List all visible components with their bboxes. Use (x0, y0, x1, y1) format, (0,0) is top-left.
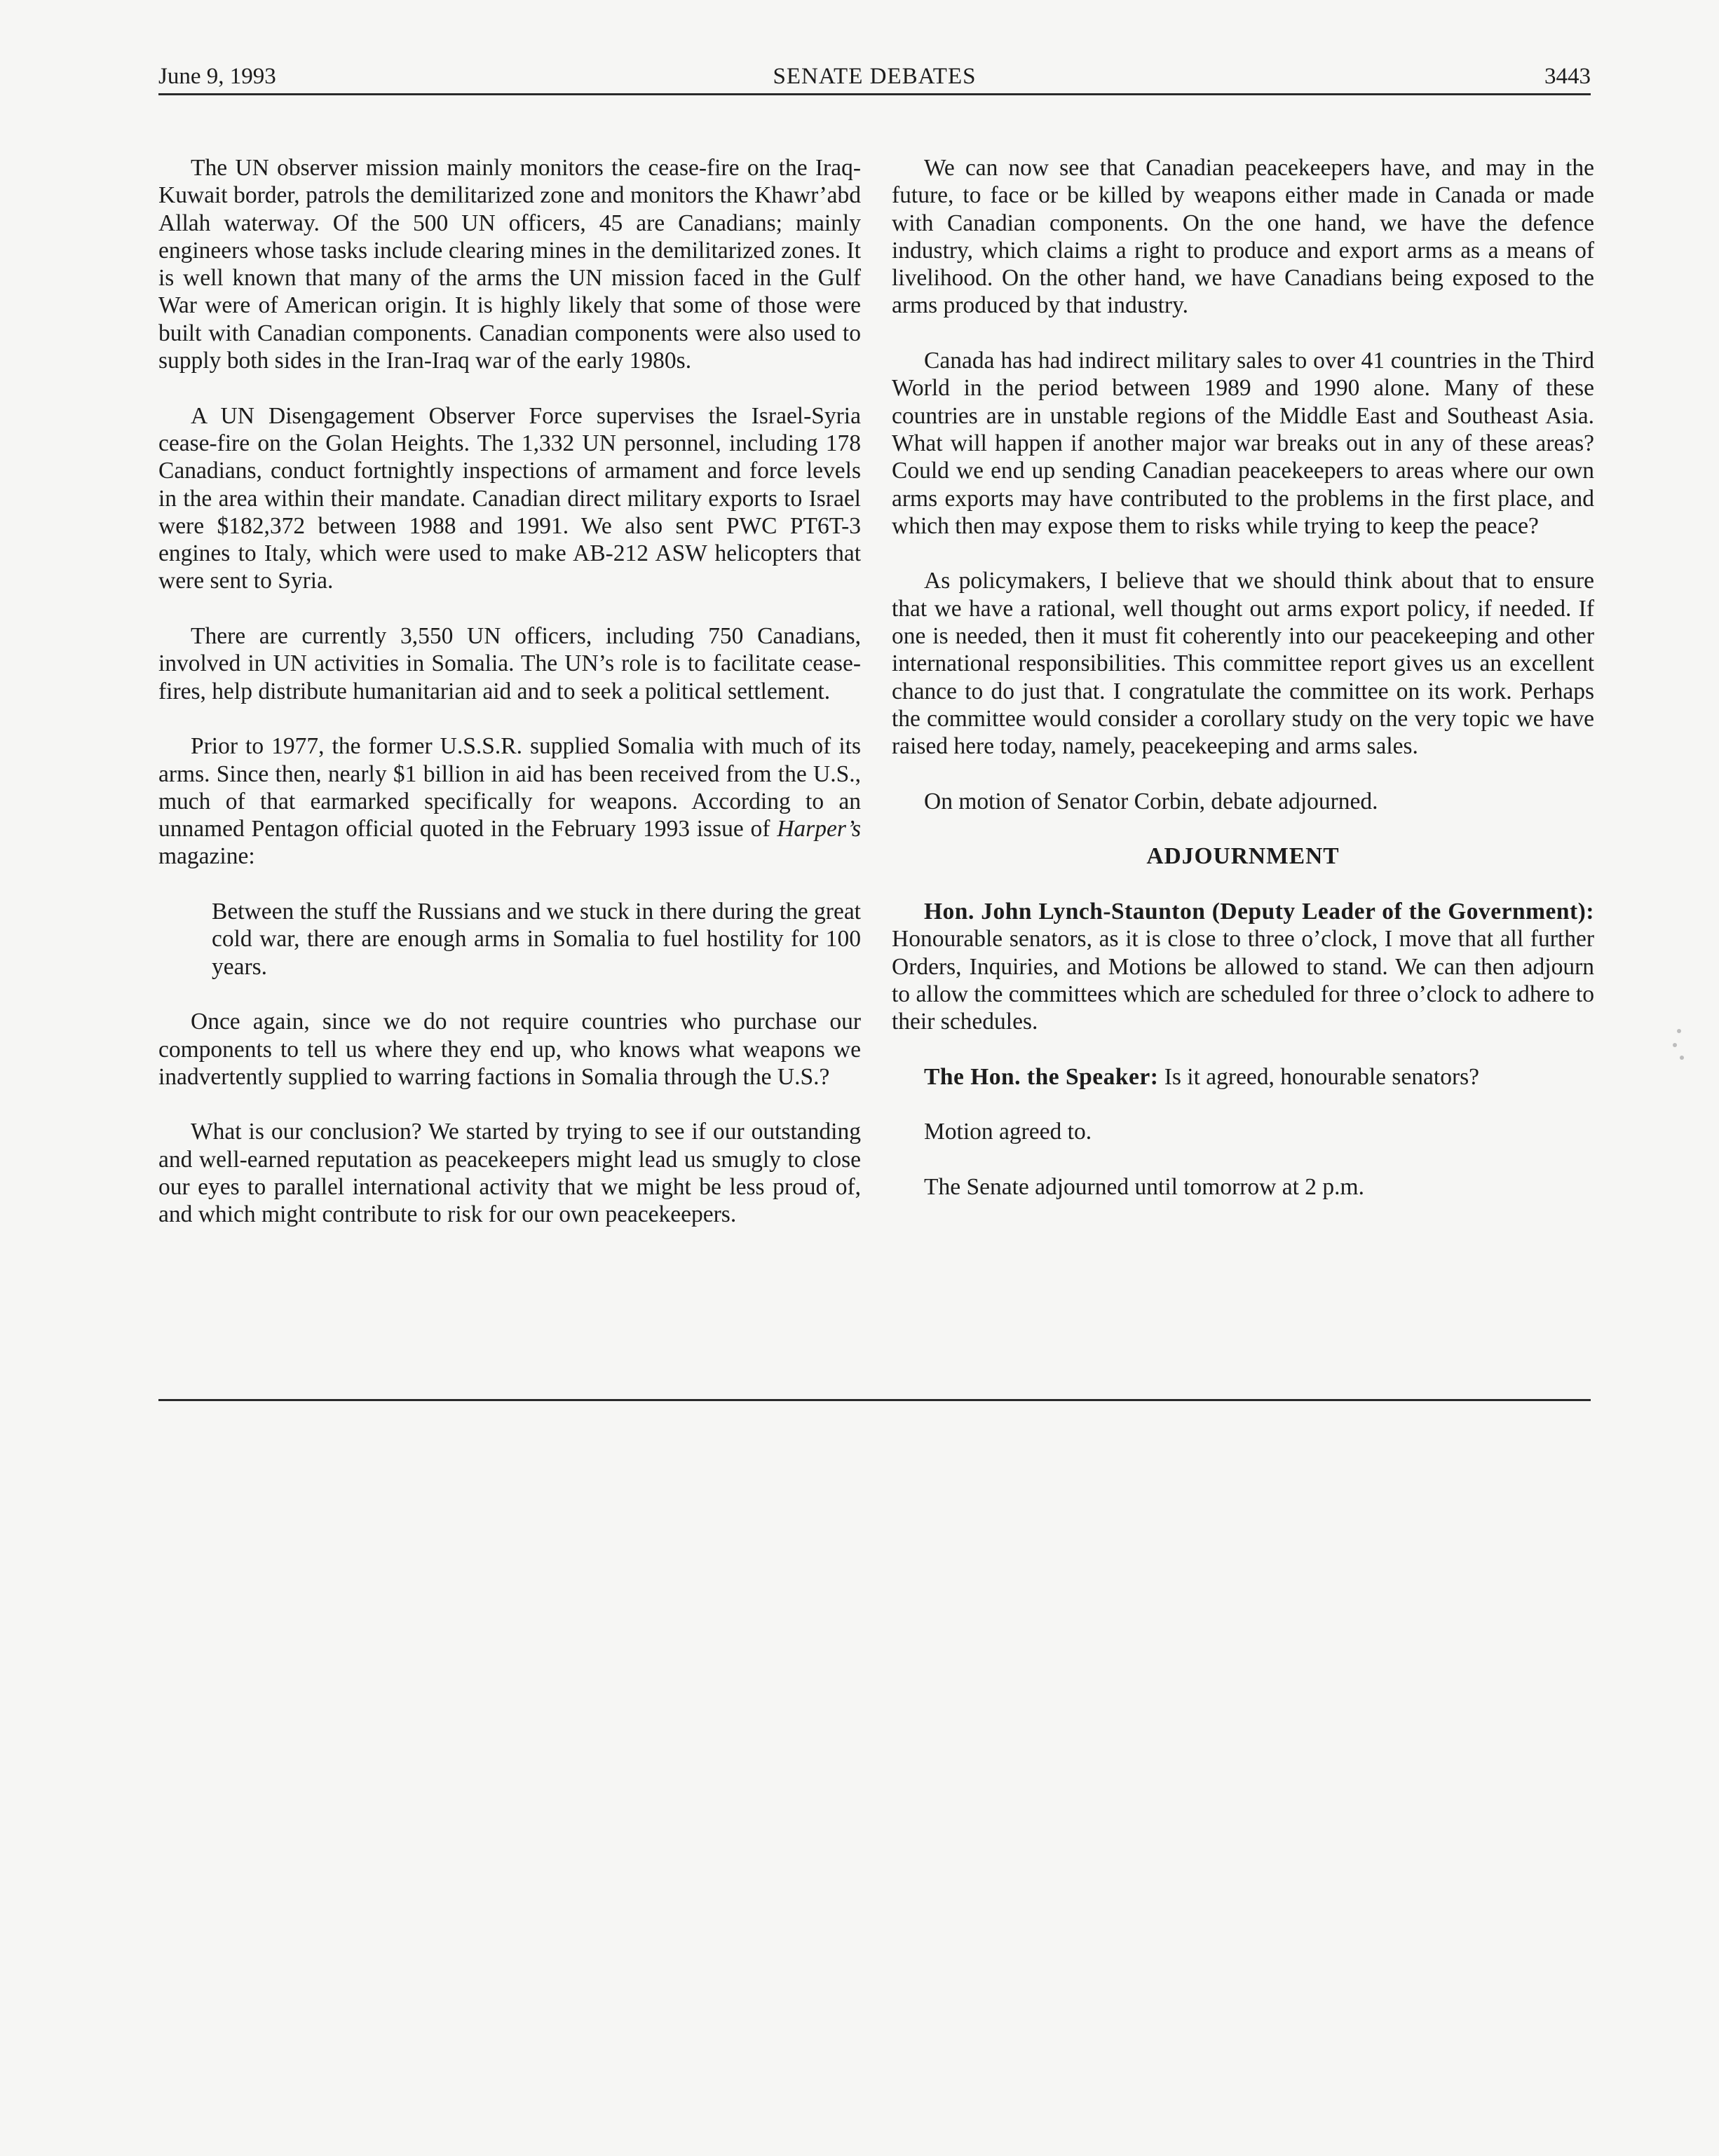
paragraph: Motion agreed to. (924, 1119, 1092, 1145)
right-column (892, 154, 1594, 1229)
header-rule (158, 93, 1591, 95)
paragraph: There are currently 3,550 UN officers, including 750 Canadians, involved in UN activities in Somalia. The UN’s role is to facilitate cease-fires, help distribute humanitarian aid and to seek a political settlement. (158, 623, 861, 704)
left-column (158, 154, 861, 1256)
scan-speck (1680, 1056, 1684, 1060)
paragraph-text: Prior to 1977, the former U.S.S.R. supplied Somalia with much of its arms. Since then, nearly $1 billion in aid has been received from the U.S., much of that earmarked specifically for weapons. According to an unnamed Pentagon official quoted in the February 1993 issue of (158, 733, 861, 842)
paragraph: What is our conclusion? We started by trying to see if our outstanding and well-earned reputation as peacekeepers might lead us smugly to close our eyes to parallel international activity that we might be less proud of, and which might contribute to risk for our own peacekeepers. (158, 1119, 861, 1228)
paragraph: The Senate adjourned until tomorrow at 2 p.m. (924, 1173, 1364, 1200)
page-header (158, 60, 1591, 93)
paragraph (892, 898, 1594, 1035)
magazine-title: Harper’s (777, 816, 861, 842)
paragraph (892, 1063, 1594, 1091)
speaker-name: The Hon. the Speaker: (924, 1063, 1159, 1090)
header-title: SENATE DEBATES (773, 64, 977, 89)
paragraph: On motion of Senator Corbin, debate adjourned. (924, 788, 1378, 814)
paragraph: A UN Disengagement Observer Force supervises the Israel-Syria cease-fire on the Golan Heights. The 1,332 UN personnel, including 178 Canadians, conduct fortnightly inspections of armament and force levels in the area within their mandate. Canadian direct military exports to Israel were $182,372 between 1988 and 1991. We also sent PWC PT6T-3 engines to Italy, which were used to make AB-212 ASW helicopters that were sent to Syria. (158, 402, 861, 594)
scan-speck (1677, 1029, 1681, 1033)
paragraph-text: Is it agreed, honourable senators? (1158, 1063, 1480, 1090)
paragraph-text: Honourable senators, as it is close to three o’clock, I move that all further Orders, Inquiries, and Motions be allowed to stand. We can then adjourn to allow the committees which are scheduled for three o’clock to adhere to their schedules. (892, 926, 1594, 1035)
header-date: June 9, 1993 (158, 64, 276, 89)
paragraph: Once again, since we do not require countries who purchase our components to tell us where they end up, who knows what weapons we inadvertently supplied to warring factions in Somalia through the U.S.? (158, 1009, 861, 1090)
footer-rule (158, 1399, 1591, 1401)
paragraph: We can now see that Canadian peacekeepers have, and may in the future, to face or be killed by weapons either made in Canada or made with Canadian components. On the one hand, we have the defence industry, which claims a right to produce and export arms as a means of livelihood. On the other hand, we have Canadians being exposed to the arms produced by that industry. (892, 155, 1594, 319)
speaker-name: Hon. John Lynch-Staunton (Deputy Leader of the Government): (924, 899, 1594, 925)
block-quote: Between the stuff the Russians and we stuck in there during the great cold war, there are enough arms in Somalia to fuel hostility for 100 years. (212, 899, 861, 980)
paragraph: The UN observer mission mainly monitors the cease-fire on the Iraq-Kuwait border, patrols the demilitarized zone and monitors the Khawr’abd Allah waterway. Of the 500 UN officers, 45 are Canadians; mainly engineers whose tasks include clearing mines in the demilitarized zones. It is well known that many of the arms the UN mission faced in the Gulf War were of American origin. It is highly likely that some of those were built with Canadian components. Canadian components were also used to supply both sides in the Iran-Iraq war of the early 1980s. (158, 155, 861, 374)
paragraph: Canada has had indirect military sales to over 41 countries in the Third World in the period between 1989 and 1990 alone. Many of these countries are in unstable regions of the Middle East and Southeast Asia. What will happen if another major war breaks out in any of these areas? Could we end up sending Canadian peacekeepers to areas where our own arms exports may have contributed to the problems in the first place, and which then may expose them to risks while trying to keep the peace? (892, 348, 1594, 539)
paragraph (158, 732, 861, 870)
header-page-number: 3443 (1544, 64, 1591, 89)
paragraph-text: magazine: (158, 843, 255, 870)
paragraph: As policymakers, I believe that we should think about that to ensure that we have a rational, well thought out arms export policy, if needed. If one is needed, then it must fit coherently into our peacekeeping and other international responsibilities. This committee report gives us an excellent chance to do just that. I congratulate the committee on its work. Perhaps the committee would consider a corollary study on the very topic we have raised here today, namely, peacekeeping and arms sales. (892, 568, 1594, 760)
scan-speck (1673, 1043, 1677, 1047)
section-heading: ADJOURNMENT (1146, 843, 1340, 870)
